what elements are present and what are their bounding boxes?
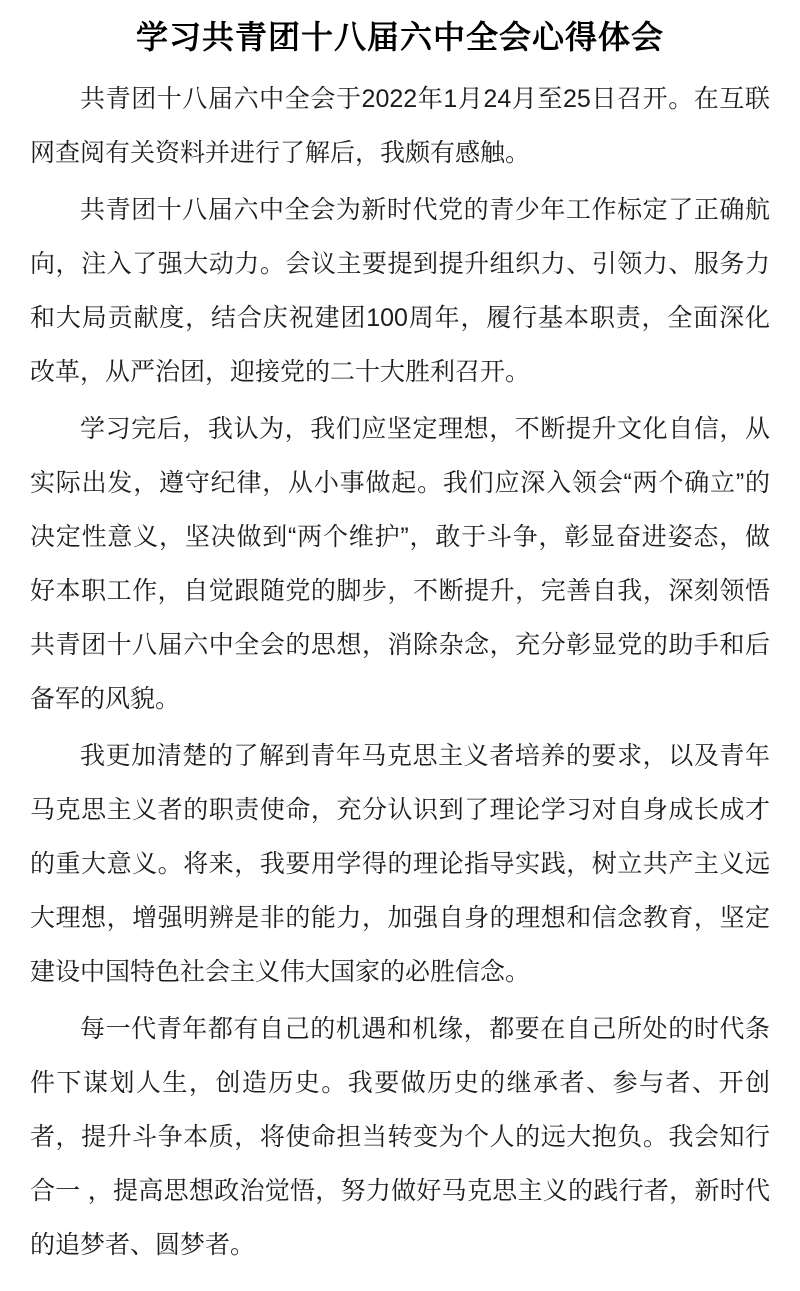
document-title: 学习共青团十八届六中全会心得体会	[135, 19, 664, 55]
document-body	[30, 72, 770, 1272]
paragraph: 每一代青年都有自己的机遇和机缘，都要在自己所处的时代条件下谋划人生，创造历史。我要做历史的继承者、参与者、开创者，提升斗争本质，将使命担当转变为个人的远大抱负。我会知行合一 ，提高思想政治觉悟，努力做好马克思主义的践行者，新时代的追梦者、圆梦者。	[30, 1015, 770, 1259]
paragraph: 共青团十八届六中全会于2022年1月24月至25日召开。在互联网查阅有关资料并进行了解后，我颇有感触。	[30, 85, 770, 167]
paragraph: 我更加清楚的了解到青年马克思主义者培养的要求，以及青年马克思主义者的职责使命，充分认识到了理论学习对自身成长成才的重大意义。将来，我要用学得的理论指导实践，树立共产主义远大理想，增强明辨是非的能力，加强自身的理想和信念教育，坚定建设中国特色社会主义伟大国家的必胜信念。	[30, 742, 770, 986]
paragraph: 共青团十八届六中全会为新时代党的青少年工作标定了正确航向，注入了强大动力。会议主要提到提升组织力、引领力、服务力和大局贡献度，结合庆祝建团100周年，履行基本职责，全面深化改革，从严治团，迎接党的二十大胜利召开。	[30, 196, 770, 386]
paragraph: 学习完后，我认为，我们应坚定理想，不断提升文化自信，从实际出发，遵守纪律，从小事做起。我们应深入领会“两个确立”的决定性意义，坚决做到“两个维护”，敢于斗争，彰显奋进姿态，做好本职工作，自觉跟随党的脚步，不断提升，完善自我，深刻领悟共青团十八届六中全会的思想，消除杂念，充分彰显党的助手和后备军的风貌。	[30, 415, 770, 713]
